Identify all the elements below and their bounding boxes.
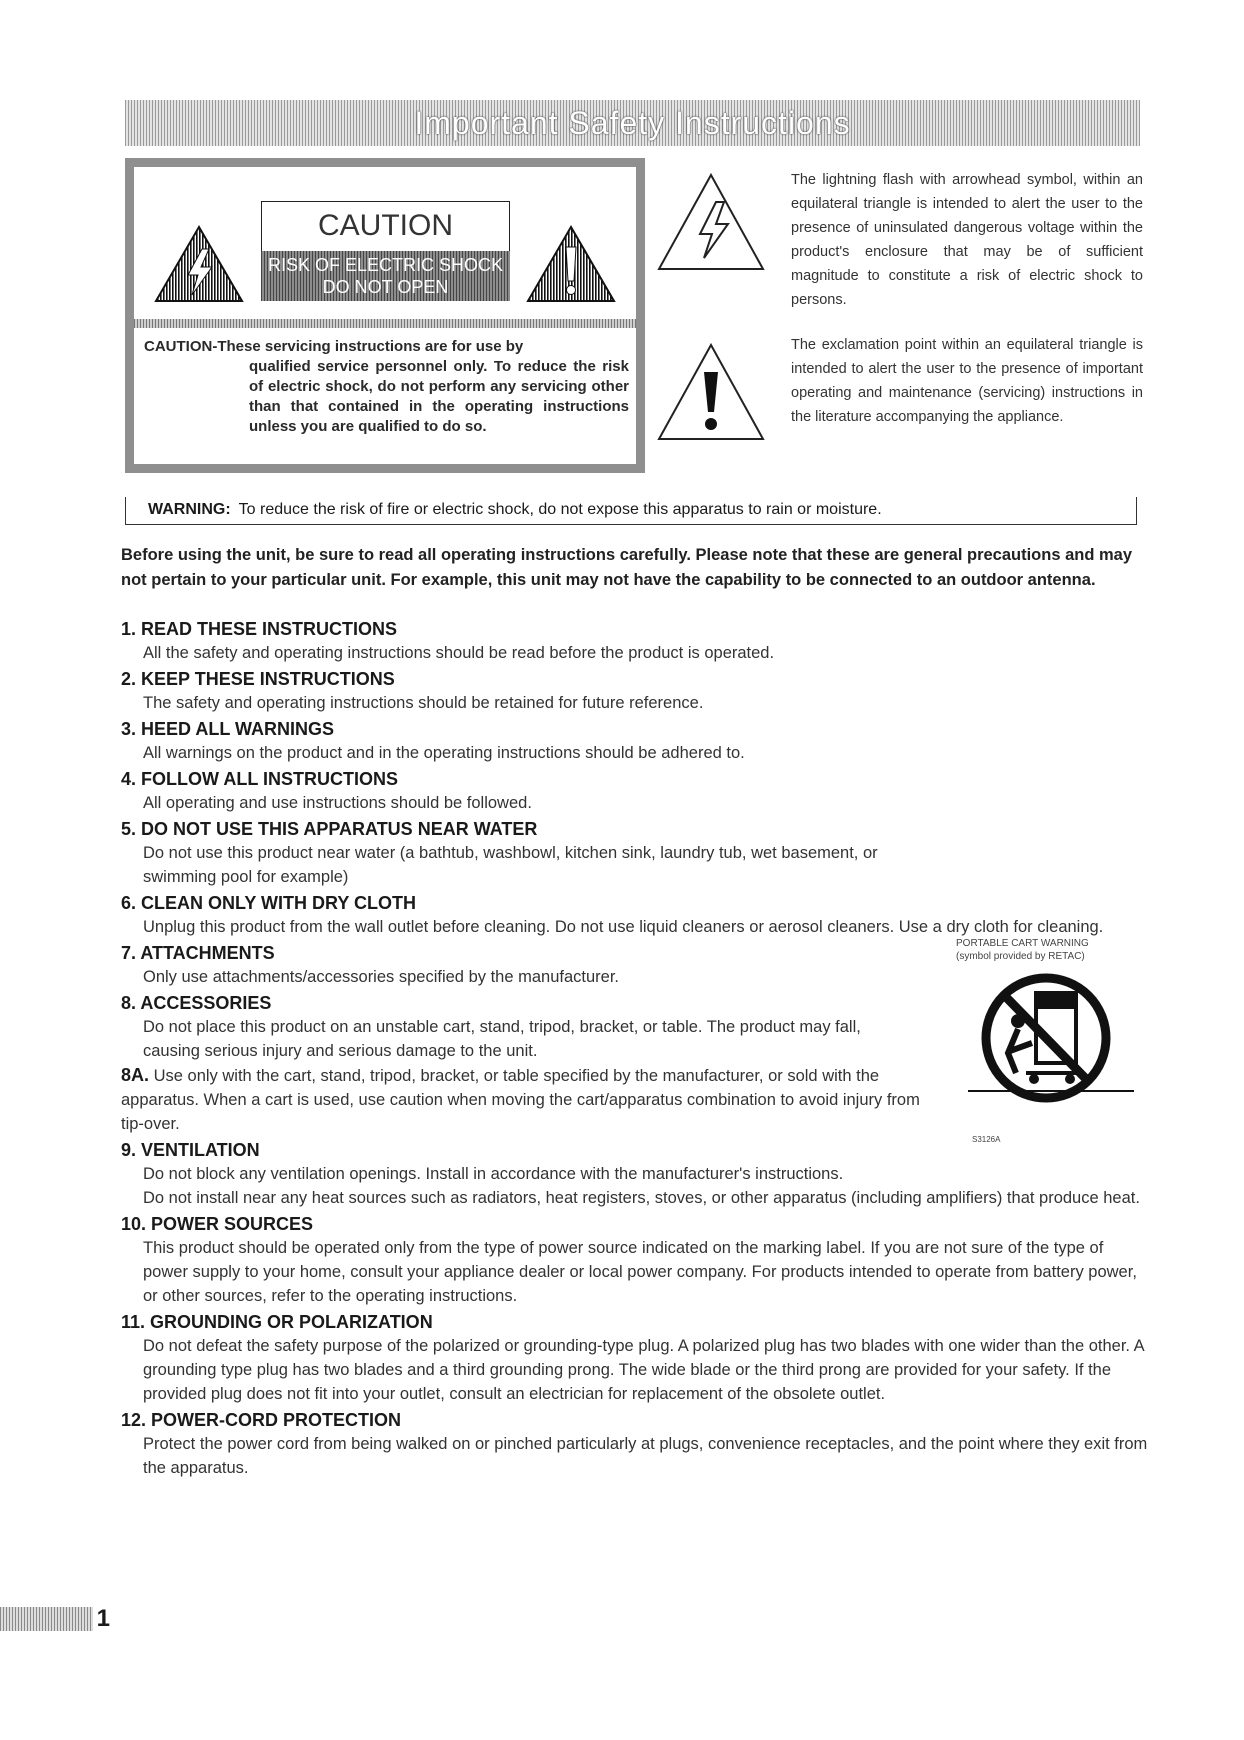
shock-line-2: DO NOT OPEN: [322, 277, 449, 297]
caution-text-first: These servicing instructions are for use by: [217, 338, 524, 355]
item-heading: 1. READ THESE INSTRUCTIONS: [121, 619, 398, 639]
lightning-symbol-text: The lightning flash with arrowhead symbol, within an equilateral triangle is intended to alert the user to the presence of uninsulated dangerous voltage within the product's enclosure that may be of sufficient magnitude to constitute a risk of electric shock to persons.: [791, 172, 1143, 308]
lightning-symbol-icon: [656, 172, 766, 272]
warning-line: [125, 497, 1137, 525]
list-item: [121, 891, 1151, 939]
lightning-triangle-icon: [154, 225, 244, 303]
item-body: Protect the power cord from being walked on or pinched particularly at plugs, convenience receptacles, and the point where they exit from the apparatus.: [143, 1435, 1148, 1477]
item-body: Use only with the cart, stand, tripod, bracket, or table specified by the manufacturer, or sold with the apparatus. When a cart is used, use caution when moving the cart/apparatus combination to avoid injury from tip-over.: [121, 1067, 920, 1133]
list-item: [121, 617, 1151, 665]
caution-label-panel: [134, 167, 636, 319]
item-heading: 12. POWER-CORD PROTECTION: [121, 1410, 402, 1430]
list-item: [121, 1138, 1151, 1210]
item-heading: 5. DO NOT USE THIS APPARATUS NEAR WATER: [121, 819, 538, 839]
item-body: All warnings on the product and in the operating instructions should be adhered to.: [143, 744, 745, 762]
exclamation-triangle-icon: [526, 225, 616, 303]
cart-caption-1: PORTABLE CART WARNING: [956, 938, 1089, 949]
item-body: Do not place this product on an unstable cart, stand, tripod, bracket, or table. The product may fall, causing serious injury and serious damage to the unit.: [143, 1018, 861, 1060]
item-heading: 4. FOLLOW ALL INSTRUCTIONS: [121, 769, 398, 789]
cart-code: S3126A: [972, 1135, 1001, 1144]
page-number-hatch: [0, 1607, 93, 1631]
title-banner: [125, 100, 1140, 146]
shock-line-1: RISK OF ELECTRIC SHOCK: [267, 255, 504, 275]
page-number: 1: [96, 1605, 110, 1632]
list-item: [121, 1310, 1151, 1406]
intro-paragraph: Before using the unit, be sure to read all operating instructions carefully. Please note that these are general precautions and may not pertain to your particular unit. For example, this unit may not have the capability to be connected to an outdoor antenna.: [121, 546, 1133, 589]
exclamation-symbol-text: The exclamation point within an equilateral triangle is intended to alert the user to the presence of important operating and maintenance (servicing) instructions in the literature accompanying the appliance.: [791, 337, 1143, 425]
list-item: [121, 1408, 1151, 1480]
item-heading: 6. CLEAN ONLY WITH DRY CLOTH: [121, 893, 417, 913]
list-item: [121, 717, 1151, 765]
item-body: All operating and use instructions should be followed.: [143, 794, 532, 812]
caution-text: [144, 337, 629, 437]
page-title: Important Safety Instructions: [414, 104, 851, 141]
item-body: Only use attachments/accessories specified by the manufacturer.: [143, 968, 619, 986]
list-item: [121, 667, 1151, 715]
cart-caption-2: (symbol provided by RETAC): [956, 951, 1085, 962]
caution-divider: [134, 319, 636, 328]
item-body: Do not defeat the safety purpose of the polarized or grounding-type plug. A polarized plug has two blades with one wider than the other. A grounding type plug has two blades and a third grounding prong. The wide blade or the third prong are provided for your safety. If the provided plug does not fit into your outlet, consult an electrician for replacement of the obsolete outlet.: [143, 1337, 1144, 1403]
caution-box: [125, 158, 645, 473]
item-heading: 2. KEEP THESE INSTRUCTIONS: [121, 669, 395, 689]
item-heading: 3. HEED ALL WARNINGS: [121, 719, 335, 739]
exclamation-symbol-icon: [656, 342, 766, 442]
list-item: [121, 817, 1151, 889]
portable-cart-warning: [956, 937, 1146, 1144]
item-body: This product should be operated only from the type of power source indicated on the marking label. If you are not sure of the type of power supply to your home, consult your appliance dealer or local power company. For products intended to operate from battery power, or other sources, refer to the operating instructions.: [143, 1239, 1137, 1305]
page-number-block: [0, 1606, 110, 1632]
warning-text: To reduce the risk of fire or electric shock, do not expose this apparatus to rain or moisture.: [238, 501, 882, 518]
item-heading: 8A.: [121, 1065, 150, 1085]
item-heading: 11. GROUNDING OR POLARIZATION: [121, 1312, 433, 1332]
shock-warning-bar: [261, 251, 510, 301]
portable-cart-warning-icon: [966, 973, 1136, 1113]
item-heading: 8. ACCESSORIES: [121, 993, 272, 1013]
item-heading: 9. VENTILATION: [121, 1140, 260, 1160]
item-body: Unplug this product from the wall outlet before cleaning. Do not use liquid cleaners or aerosol cleaners. Use a dry cloth for cleaning.: [143, 918, 1104, 936]
item-body: All the safety and operating instructions should be read before the product is operated.: [143, 644, 775, 662]
caution-text-rest: qualified service personnel only. To reduce the risk of electric shock, do not perform any servicing other than that contained in the operating instructions unless you are qualified to do so.: [249, 358, 629, 435]
item-heading: 10. POWER SOURCES: [121, 1214, 314, 1234]
item-body: Do not install near any heat sources such as radiators, heat registers, stoves, or other apparatus (including amplifiers) that produce heat.: [143, 1189, 1140, 1207]
item-body: Do not use this product near water (a bathtub, washbowl, kitchen sink, laundry tub, wet basement, or swimming pool for example): [143, 844, 878, 886]
caution-text-lead: CAUTION-: [144, 338, 218, 355]
list-item: [121, 1063, 921, 1136]
list-item: [121, 1212, 1151, 1308]
list-item: [121, 767, 1151, 815]
item-body: The safety and operating instructions should be retained for future reference.: [143, 694, 704, 712]
item-heading: 7. ATTACHMENTS: [121, 943, 275, 963]
warning-label: WARNING:: [148, 501, 231, 518]
item-body: Do not block any ventilation openings. Install in accordance with the manufacturer's instructions.: [143, 1165, 844, 1183]
caution-title: CAUTION: [261, 201, 510, 253]
